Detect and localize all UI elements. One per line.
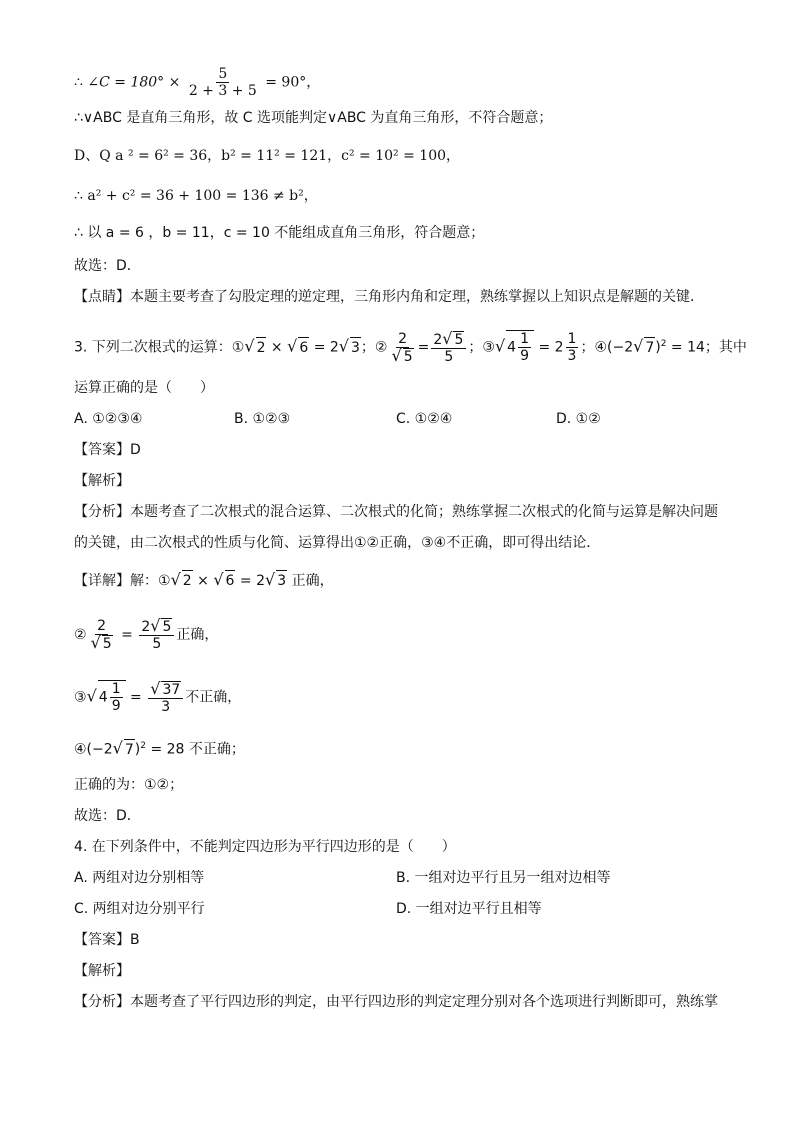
angle-c-expression: ∠C = 180° × (87, 74, 181, 91)
result-text: = 90°， (265, 74, 321, 91)
question-3-option-d: D. ①② (556, 411, 601, 427)
question-3-option-b: B. ①②③ (234, 411, 291, 427)
question-3-analysis-line2: 的关键，由二次根式的性质与化简、运算得出①②正确，③④不正确，即可得出结论． (74, 535, 601, 551)
detail-3-suffix: 不正确， (185, 689, 242, 706)
question-4-answer: 【答案】B (74, 932, 140, 948)
fraction (187, 66, 259, 99)
therefore-symbol: ∴ (74, 74, 83, 91)
formula-line-squares: D、Q a ² = 6² = 36，b² = 11² = 121，c² = 10² = 100， (74, 148, 461, 164)
question-3-detail-2: ② $\frac{2}{√ 5}$ = $\frac{2√ 5}{5}$ 正确， (74, 616, 219, 652)
question-3-analysis-line1: 【分析】本题考查了二次根式的混合运算、二次根式的化简；熟练掌握二次根式的化简与运算是解决问题 (74, 504, 718, 520)
detail-2-suffix: 正确， (176, 627, 219, 643)
formula-line-sum: ∴ a² + c² = 36 + 100 = 136 ≠ b²， (74, 188, 318, 204)
question-4-stem: 4. 在下列条件中，不能判定四边形为平行四边形的是（ ） (74, 839, 456, 855)
question-4-analysis-line1: 【分析】本题考查了平行四边形的判定，由平行四边形的判定定理分别对各个选项进行判断即可，熟练掌 (74, 994, 718, 1010)
question-3-stem-line2: 运算正确的是（ ） (74, 380, 214, 396)
text-line-conclusion: ∴ 以 a = 6 ，b = 11，c = 10 不能组成直角三角形，符合题意； (74, 225, 485, 241)
fraction-numerator: 5 (218, 66, 228, 82)
question-3-detail-1: 【详解】解：①√ 2 × √ 6 = 2√ 3 正确， (74, 570, 334, 589)
question-3-choose: 故选：D． (74, 808, 141, 824)
detail-1-suffix: 正确， (291, 573, 334, 589)
question-3-stem-end: ；其中 (704, 339, 747, 356)
question-3-stem-start: 3. 下列二次根式的运算：① (74, 339, 245, 356)
detail-4-suffix: = 28 不正确； (150, 741, 245, 758)
detail-1-prefix: 【详解】解：① (74, 573, 171, 589)
question-4-analysis-tag: 【解析】 (74, 963, 130, 979)
question-4-option-c: C. 两组对边分别平行 (74, 901, 205, 917)
question-3-detail-3: ③√ 4 $\frac{1}{9}$ = $\frac{√ 37}{3}$ 不正确， (74, 678, 242, 715)
question-4-option-d: D. 一组对边平行且相等 (396, 901, 542, 917)
text-line-remark: 【点睛】本题主要考查了勾股定理的逆定理，三角形内角和定理，熟练掌握以上知识点是解题的关键． (74, 289, 704, 305)
text-line-choose-d: 故选：D． (74, 258, 141, 274)
question-3-option-c: C. ①②④ (396, 411, 453, 427)
question-4-option-a: A. 两组对边分别相等 (74, 870, 205, 886)
text-line-right-triangle: ∴∨ABC 是直角三角形，故 C 选项能判定∨ABC 为直角三角形，不符合题意； (74, 110, 553, 126)
question-3-option-a: A. ①②③④ (74, 411, 143, 427)
question-3-detail-4: ④(−2√ 7)$^2$ = 28 不正确； (74, 738, 245, 758)
question-3-answer: 【答案】D (74, 442, 141, 458)
question-3-analysis-tag: 【解析】 (74, 473, 130, 489)
fraction-denominator: 2 + 3 + 5 (188, 83, 257, 99)
question-3-stem: 3. 下列二次根式的运算：①√ 2 × √ 6 = 2√ 3；② $\frac{2}{√ 5}$ = $\frac{2√ 5}{5}$ ；③√ 4 $\frac{1}{9}$ = 2 $\frac{1}{3}$ ；④(−2√ 7)$^2$ = 14；其中 (74, 328, 747, 365)
question-4-option-b: B. 一组对边平行且另一组对边相等 (396, 870, 611, 886)
formula-line-angle-c (74, 66, 320, 99)
question-3-correct: 正确的为：①②； (74, 777, 184, 793)
